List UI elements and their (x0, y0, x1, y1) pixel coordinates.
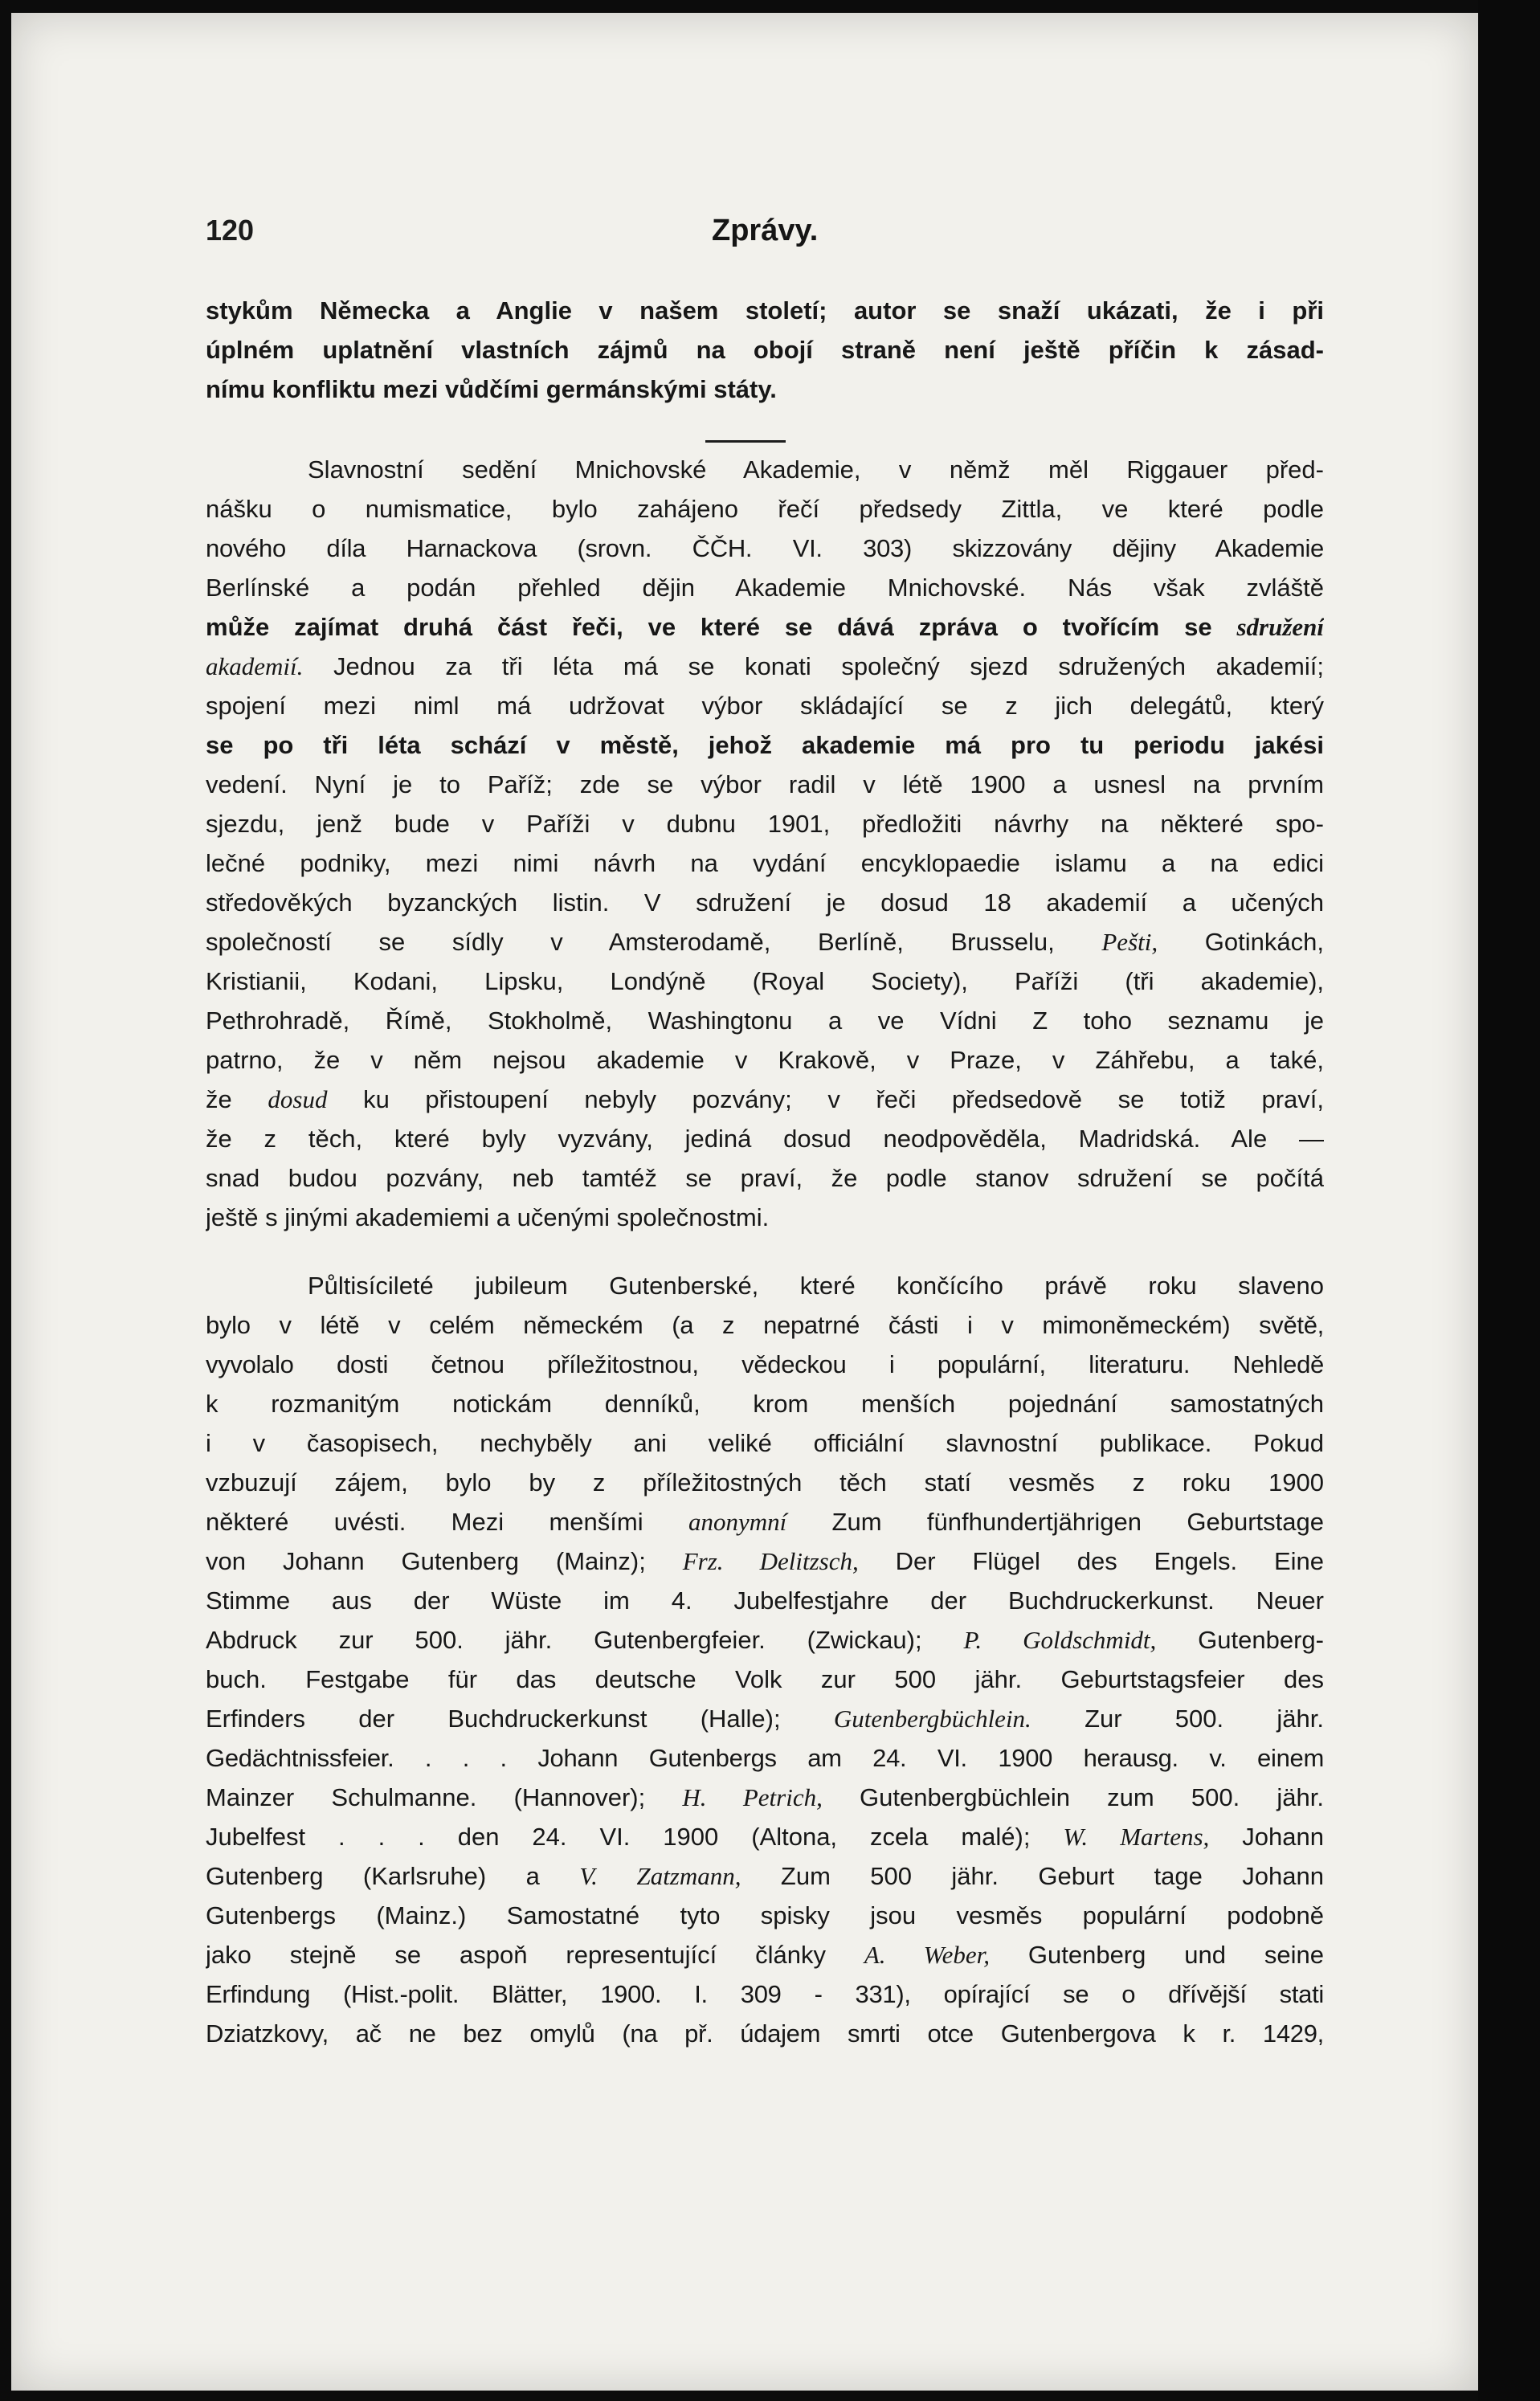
text-line: i v časopisech, nechyběly ani veliké officiální slavnostní publikace. Pokud (206, 1429, 1324, 1457)
text-line: úplném uplatnění vlastních zájmů na obojí straně není ještě příčin k zásad- (206, 336, 1324, 364)
text-line: Erfinders der Buchdruckerkunst (Halle); Gutenbergbüchlein. Zur 500. jähr. (206, 1705, 1324, 1733)
text-line: se po tři léta schází v městě, jehož akademie má pro tu periodu jakési (206, 731, 1324, 759)
running-header (206, 214, 1330, 262)
text-line: nového díla Harnackova (srovn. ČČH. VI. 303) skizzovány dějiny Akademie (206, 534, 1324, 562)
text-line: vedení. Nyní je to Paříž; zde se výbor radil v létě 1900 a usnesl na prvním (206, 770, 1324, 798)
text-line: může zajímat druhá část řeči, ve které se dává zpráva o tvořícím se sdružení (206, 613, 1324, 641)
text-line: stykům Německa a Anglie v našem století; autor se snaží ukázati, že i při (206, 296, 1324, 325)
italic-term: W. Martens, (1063, 1823, 1210, 1851)
text-line: Berlínské a podán přehled dějin Akademie Mnichovské. Nás však zvláště (206, 574, 1324, 602)
italic-term: dosud (268, 1085, 328, 1113)
text-line: nímu konfliktu mezi vůdčími germánskými státy. (206, 375, 777, 403)
text-line: Jubelfest . . . den 24. VI. 1900 (Altona, zcela malé); W. Martens, Johann (206, 1823, 1324, 1851)
text-line: k rozmanitým notickám denníků, krom menších pojednání samostatných (206, 1390, 1324, 1418)
text-line: vyvolalo dosti četnou příležitostnou, vědeckou i populární, literaturu. Nehledě (206, 1350, 1324, 1378)
text-line: Gedächtnissfeier. . . . Johann Gutenbergs am 24. VI. 1900 herausg. v. einem (206, 1744, 1324, 1772)
text-line: že z těch, které byly vyzvány, jediná dosud neodpověděla, Madridská. Ale — (206, 1125, 1324, 1153)
text-line: snad budou pozvány, neb tamtéž se praví, že podle stanov sdružení se počítá (206, 1164, 1324, 1192)
text-line: Gutenberg (Karlsruhe) a V. Zatzmann, Zum 500 jähr. Geburt tage Johann (206, 1862, 1324, 1890)
italic-term: H. Petrich, (682, 1783, 823, 1811)
text-line: Kristianii, Kodani, Lipsku, Londýně (Royal Society), Paříži (tři akademie), (206, 967, 1324, 995)
italic-term: Gutenbergbüchlein. (833, 1705, 1031, 1733)
text-line: Stimme aus der Wüste im 4. Jubelfestjahre der Buchdruckerkunst. Neuer (206, 1586, 1324, 1615)
text-line: středověkých byzanckých listin. V sdružení je dosud 18 akademií a učených (206, 888, 1324, 917)
italic-term: anonymní (688, 1508, 787, 1536)
text-line: společností se sídly v Amsterodamě, Berlíně, Brusselu, Pešti, Gotinkách, (206, 928, 1324, 956)
text-line: Mainzer Schulmanne. (Hannover); H. Petrich, Gutenbergbüchlein zum 500. jähr. (206, 1783, 1324, 1811)
italic-term: A. Weber, (864, 1941, 990, 1969)
section-title: Zprávy. (712, 214, 819, 247)
text-line: nášku o numismatice, bylo zahájeno řečí předsedy Zittla, ve které podle (206, 495, 1324, 523)
italic-term: V. Zatzmann, (579, 1862, 741, 1890)
text-line: vzbuzují zájem, bylo by z příležitostných těch statí vesměs z roku 1900 (206, 1468, 1324, 1497)
italic-term: sdružení (1236, 613, 1324, 641)
text-line: akademií. Jednou za tři léta má se konati společný sjezd sdružených akademií; (206, 652, 1324, 680)
text-line: ještě s jinými akademiemi a učenými společnostmi. (206, 1203, 770, 1231)
italic-term: Frz. Delitzsch, (682, 1547, 859, 1575)
text-line: spojení mezi niml má udržovat výbor skládající se z jich delegátů, který (206, 692, 1324, 720)
text-line: Půltisícileté jubileum Gutenberské, které končícího právě roku slaveno (308, 1272, 1324, 1300)
text-line: některé uvésti. Mezi menšími anonymní Zum fünfhundertjährigen Geburtstage (206, 1508, 1324, 1536)
text-line: Erfindung (Hist.-polit. Blätter, 1900. I. 309 - 331), opírající se o dřívější stati (206, 1980, 1324, 2008)
page-number: 120 (206, 214, 255, 247)
italic-term: Pešti, (1101, 928, 1158, 956)
text-line: sjezdu, jenž bude v Paříži v dubnu 1901, předložiti návrhy na některé spo- (206, 810, 1324, 838)
text-line: že dosud ku přistoupení nebyly pozvány; v řeči předsedově se totiž praví, (206, 1085, 1324, 1113)
text-line: von Johann Gutenberg (Mainz); Frz. Delitzsch, Der Flügel des Engels. Eine (206, 1547, 1324, 1575)
text-line: bylo v létě v celém německém (a z nepatrné části i v mimoněmeckém) světě, (206, 1311, 1324, 1339)
scan-border (1478, 0, 1540, 2401)
text-line: jako stejně se aspoň representující články A. Weber, Gutenberg und seine (206, 1941, 1324, 1969)
text-line: Pethrohradě, Římě, Stokholmě, Washingtonu a ve Vídni Z toho seznamu je (206, 1007, 1324, 1035)
italic-term: akademií. (206, 652, 304, 680)
text-line: lečné podniky, mezi nimi návrh na vydání encyklopaedie islamu a na edici (206, 849, 1324, 877)
text-line: buch. Festgabe für das deutsche Volk zur 500 jähr. Geburtstagsfeier des (206, 1665, 1324, 1693)
text-line: Gutenbergs (Mainz.) Samostatné tyto spisky jsou vesměs populární podobně (206, 1901, 1324, 1929)
text-line: Dziatzkovy, ač ne bez omylů (na př. údajem smrti otce Gutenbergova k r. 1429, (206, 2019, 1324, 2048)
text-line: Abdruck zur 500. jähr. Gutenbergfeier. (Zwickau); P. Goldschmidt, Gutenberg- (206, 1626, 1324, 1654)
section-divider (705, 440, 786, 443)
text-line: Slavnostní sedění Mnichovské Akademie, v němž měl Riggauer před- (308, 455, 1324, 484)
text-line: patrno, že v něm nejsou akademie v Krakově, v Praze, v Záhřebu, a také, (206, 1046, 1324, 1074)
italic-term: P. Goldschmidt, (963, 1626, 1157, 1654)
